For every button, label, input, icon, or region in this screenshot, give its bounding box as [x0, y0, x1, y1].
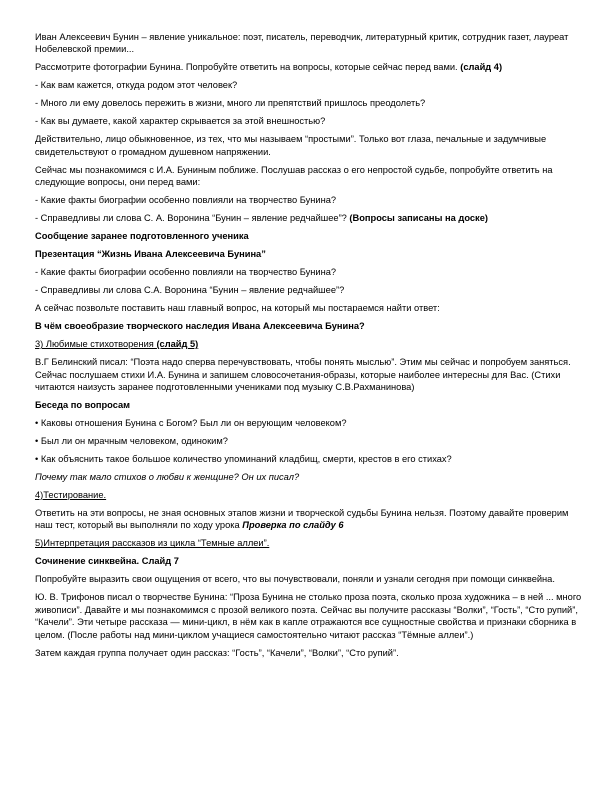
face-paragraph: Действительно, лицо обыкновенное, из тех, что мы называем “простыми”. Только вот глаза, печальные и задумчивые свидетельствуют о громадном душевном напряжении. — [35, 134, 547, 157]
love-poems-question: Почему так мало стихов о любви к женщине? Он их писал? — [35, 472, 300, 483]
slide-6-check: Проверка по слайду 6 — [242, 520, 344, 531]
board-note: (Вопросы записаны на доске) — [349, 213, 488, 224]
photo-task-paragraph: Рассмотрите фотографии Бунина. Попробуйте ответить на вопросы, которые сейчас перед вами. (слайд 4) — [35, 62, 503, 73]
groups-paragraph: Затем каждая группа получает один рассказ: “Гость”, “Качели”, “Волки”, “Сто рупий”. — [35, 647, 399, 658]
slide-5-ref: (слайд 5) — [156, 339, 199, 350]
section-3-title: 3) Любимые стихотворения (слайд 5) — [35, 339, 199, 350]
heading-student-report: Сообщение заранее подготовленного ученика — [35, 231, 249, 242]
heading-presentation: Презентация “Жизнь Ивана Алексеевича Бунина” — [35, 249, 266, 260]
bullet-gloomy: • Был ли он мрачным человеком, одиноким? — [35, 436, 228, 447]
trifonov-paragraph: Ю. В. Трифонов писал о творчестве Бунина: “Проза Бунина не столько проза поэта, сколько проза художника – в ней ... много живописи”. Давайте и мы познакомимся с прозой великого поэта. Сейчас вы получите рассказы “Волки”, “Гость”, “Сто рупий”, “Качели”. Эти четыре рассказа — мини-цикл, в нём как в капле отражаются все сущностные свойства и признаки сборника в целом. (После работы над мини-циклом учащиеся самостоятельно читают рассказ “Тёмные аллеи”.) — [35, 592, 582, 640]
intro-paragraph: Иван Алексеевич Бунин – явление уникальное: поэт, писатель, переводчик, литературный критик, сотрудник газет, лауреат Нобелевской премии... — [35, 32, 569, 55]
question-biography-repeat: - Какие факты биографии особенно повлияли на творчество Бунина? — [35, 267, 337, 278]
belinsky-paragraph: В.Г Белинский писал: “Поэта надо сперва перечувствовать, чтобы понять мыслью”. Этим мы сейчас и попробуем заняться. Сейчас послушаем стихи И.А. Бунина и запишем словосочетания-образы, которые наиболее интересны для Вас. (Стихи читаются наизусть заранее подготовленными учениками под музыку С.В.Рахманинова) — [35, 357, 571, 393]
question-voronin-repeat: - Справедливы ли слова С.А. Воронина “Бунин – явление редчайшее”? — [35, 285, 345, 296]
heading-main-question: В чём своеобразие творческого наследия Ивана Алексеевича Бунина? — [35, 321, 365, 332]
bullet-cemeteries: • Как объяснить такое большое количество упоминаний кладбищ, смерти, крестов в его стихах? — [35, 454, 452, 465]
question-biography: - Какие факты биографии особенно повлияли на творчество Бунина? — [35, 195, 337, 206]
question-voronin: - Справедливы ли слова С. А. Воронина “Бунин – явление редчайшее”? (Вопросы записаны на доске) — [35, 213, 488, 224]
test-paragraph: Ответить на эти вопросы, не зная основных этапов жизни и творческой судьбы Бунина нельзя. Поэтому давайте проверим наш тест, который вы выполняли по ходу урока Проверка по слайду 6 — [35, 508, 569, 531]
question-hardships: - Много ли ему довелось пережить в жизни, много ли препятствий пришлось преодолеть? — [35, 98, 426, 109]
heading-discussion: Беседа по вопросам — [35, 400, 131, 411]
question-character: - Как вы думаете, какой характер скрывается за этой внешностью? — [35, 116, 326, 127]
slide-4-ref: (слайд 4) — [460, 62, 503, 73]
heading-cinquain: Сочинение синквейна. Слайд 7 — [35, 556, 179, 567]
question-origin: - Как вам кажется, откуда родом этот человек? — [35, 80, 238, 91]
section-4-title: 4)Тестирование. — [35, 490, 107, 501]
bullet-god: • Каковы отношения Бунина с Богом? Был ли он верующим человеком? — [35, 418, 347, 429]
acquaintance-paragraph: Сейчас мы познакомимся с И.А. Буниным поближе. Послушав рассказ о его непростой судьбе, попробуйте ответить на следующие вопросы, они перед вами: — [35, 164, 553, 188]
cinquain-paragraph: Попробуйте выразить свои ощущения от всего, что вы почувствовали, поняли и узнали сегодня при помощи синквейна. — [35, 574, 555, 585]
main-question-intro: А сейчас позвольте поставить наш главный вопрос, на который мы постараемся найти ответ: — [35, 303, 440, 314]
section-5-title: 5)Интерпретация рассказов из цикла “Темные аллеи”. — [35, 538, 270, 549]
